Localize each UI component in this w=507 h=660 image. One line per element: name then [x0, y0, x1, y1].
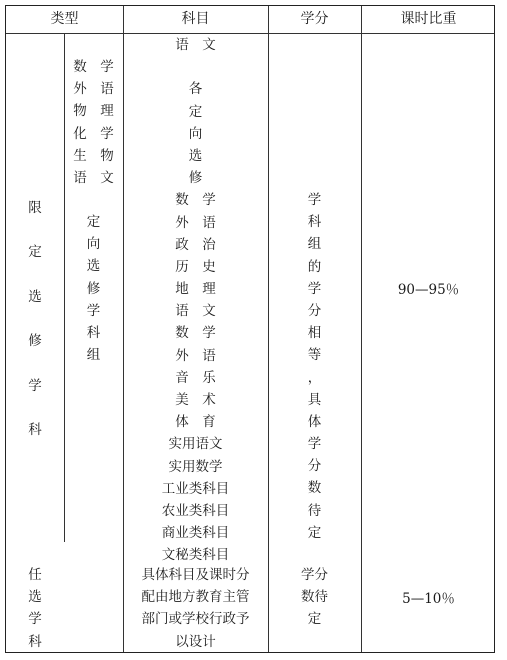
group-subject: 数 学 — [73, 59, 114, 75]
group-label-char: 选 — [86, 258, 101, 275]
optional-category-char: 科 — [28, 633, 42, 650]
subject-item: 美 术 — [175, 392, 216, 408]
credit-char: 组 — [307, 236, 322, 253]
optional-subject-line: 以设计 — [175, 633, 216, 650]
subject-item: 音 乐 — [175, 369, 216, 386]
subject-label-char: 修 — [188, 170, 203, 187]
subject-item: 农业类科目 — [161, 502, 230, 519]
credit-char: 学 — [307, 280, 322, 297]
header-type: 类型 — [50, 11, 79, 27]
subject-item: 体 育 — [175, 414, 216, 431]
subject-item: 工业类科目 — [161, 480, 230, 497]
optional-credit-line: 学分 — [301, 567, 328, 583]
subject-item: 数 学 — [175, 325, 216, 342]
subject-item: 文秘类科目 — [161, 547, 230, 564]
subject-label-char: 定 — [188, 103, 203, 120]
group-label-char: 向 — [86, 236, 101, 253]
subject-item: 外 语 — [175, 347, 216, 364]
credit-char: 体 — [307, 413, 322, 430]
header-ratio: 课时比重 — [400, 11, 457, 27]
credit-char: 等 — [307, 347, 322, 364]
optional-subject-line: 部门或学校行政予 — [141, 611, 250, 628]
credit-char: ， — [307, 369, 322, 386]
group-label-char: 学 — [86, 302, 101, 319]
credit-char: 定 — [307, 524, 322, 541]
subject-item: 数 学 — [175, 192, 216, 209]
category-char: 科 — [28, 421, 42, 438]
optional-subject-line: 配由地方教育主管 — [141, 589, 250, 606]
subject-label-char: 各 — [188, 81, 203, 98]
subject-item: 商业类科目 — [161, 525, 230, 542]
optional-category-char: 学 — [28, 611, 42, 628]
credit-char: 分 — [307, 458, 322, 475]
category-char: 定 — [28, 244, 42, 261]
credit-char: 相 — [307, 325, 322, 342]
header-subject: 科目 — [181, 11, 210, 27]
optional-category-label — [6, 564, 64, 653]
limited-credit-text — [268, 189, 361, 544]
group-label-char: 组 — [86, 347, 101, 364]
course-table — [5, 5, 495, 653]
group-subject: 语 文 — [73, 169, 114, 186]
subject-item: 实用数学 — [168, 458, 223, 475]
optional-subject-line: 具体科目及课时分 — [141, 567, 250, 583]
header-credit: 学分 — [300, 11, 329, 27]
subject-item: 语 文 — [175, 303, 216, 320]
optional-credit-text — [268, 564, 361, 631]
optional-credit-line: 定 — [307, 611, 322, 628]
subject-item: 历 史 — [175, 258, 216, 275]
subject-item: 政 治 — [175, 236, 216, 253]
subject-item: 实用语文 — [168, 436, 223, 453]
credit-char: 学 — [307, 192, 322, 208]
limited-ratio: 90—95％ — [397, 282, 460, 298]
subject-top: 语 文 — [175, 37, 216, 53]
group-subject: 物 理 — [73, 103, 114, 120]
credit-char: 具 — [307, 391, 322, 408]
group-subject: 化 学 — [73, 125, 114, 142]
optional-credit-line: 数待 — [301, 589, 328, 606]
credit-char: 的 — [307, 258, 322, 275]
group-subject: 外 语 — [73, 81, 114, 98]
category-char: 学 — [28, 377, 42, 394]
category-char: 选 — [28, 288, 42, 305]
subject-label-char: 选 — [188, 147, 203, 164]
credit-char: 科 — [307, 214, 322, 231]
subject-item: 外 语 — [175, 214, 216, 231]
group-label-char: 定 — [86, 214, 101, 230]
credit-char: 待 — [307, 502, 322, 519]
optional-category-char: 选 — [28, 589, 42, 606]
credit-char: 数 — [307, 480, 322, 497]
credit-char: 学 — [307, 436, 322, 453]
subject-list — [123, 34, 268, 567]
group-label-char: 修 — [86, 280, 101, 297]
group-subject-list — [64, 56, 123, 189]
group-label — [64, 211, 123, 366]
group-label-char: 科 — [86, 324, 101, 341]
subject-label-char: 向 — [188, 125, 203, 142]
credit-char: 分 — [307, 302, 322, 319]
column-divider-credit-ratio — [361, 6, 362, 652]
category-char: 修 — [28, 333, 42, 350]
limited-category-label — [6, 186, 64, 452]
category-char: 限 — [28, 200, 42, 216]
optional-category-char: 任 — [28, 567, 42, 583]
subject-item: 地 理 — [175, 281, 216, 298]
optional-subject-text — [123, 564, 268, 653]
group-subject: 生 物 — [73, 147, 114, 164]
optional-ratio: 5—10％ — [402, 591, 455, 607]
